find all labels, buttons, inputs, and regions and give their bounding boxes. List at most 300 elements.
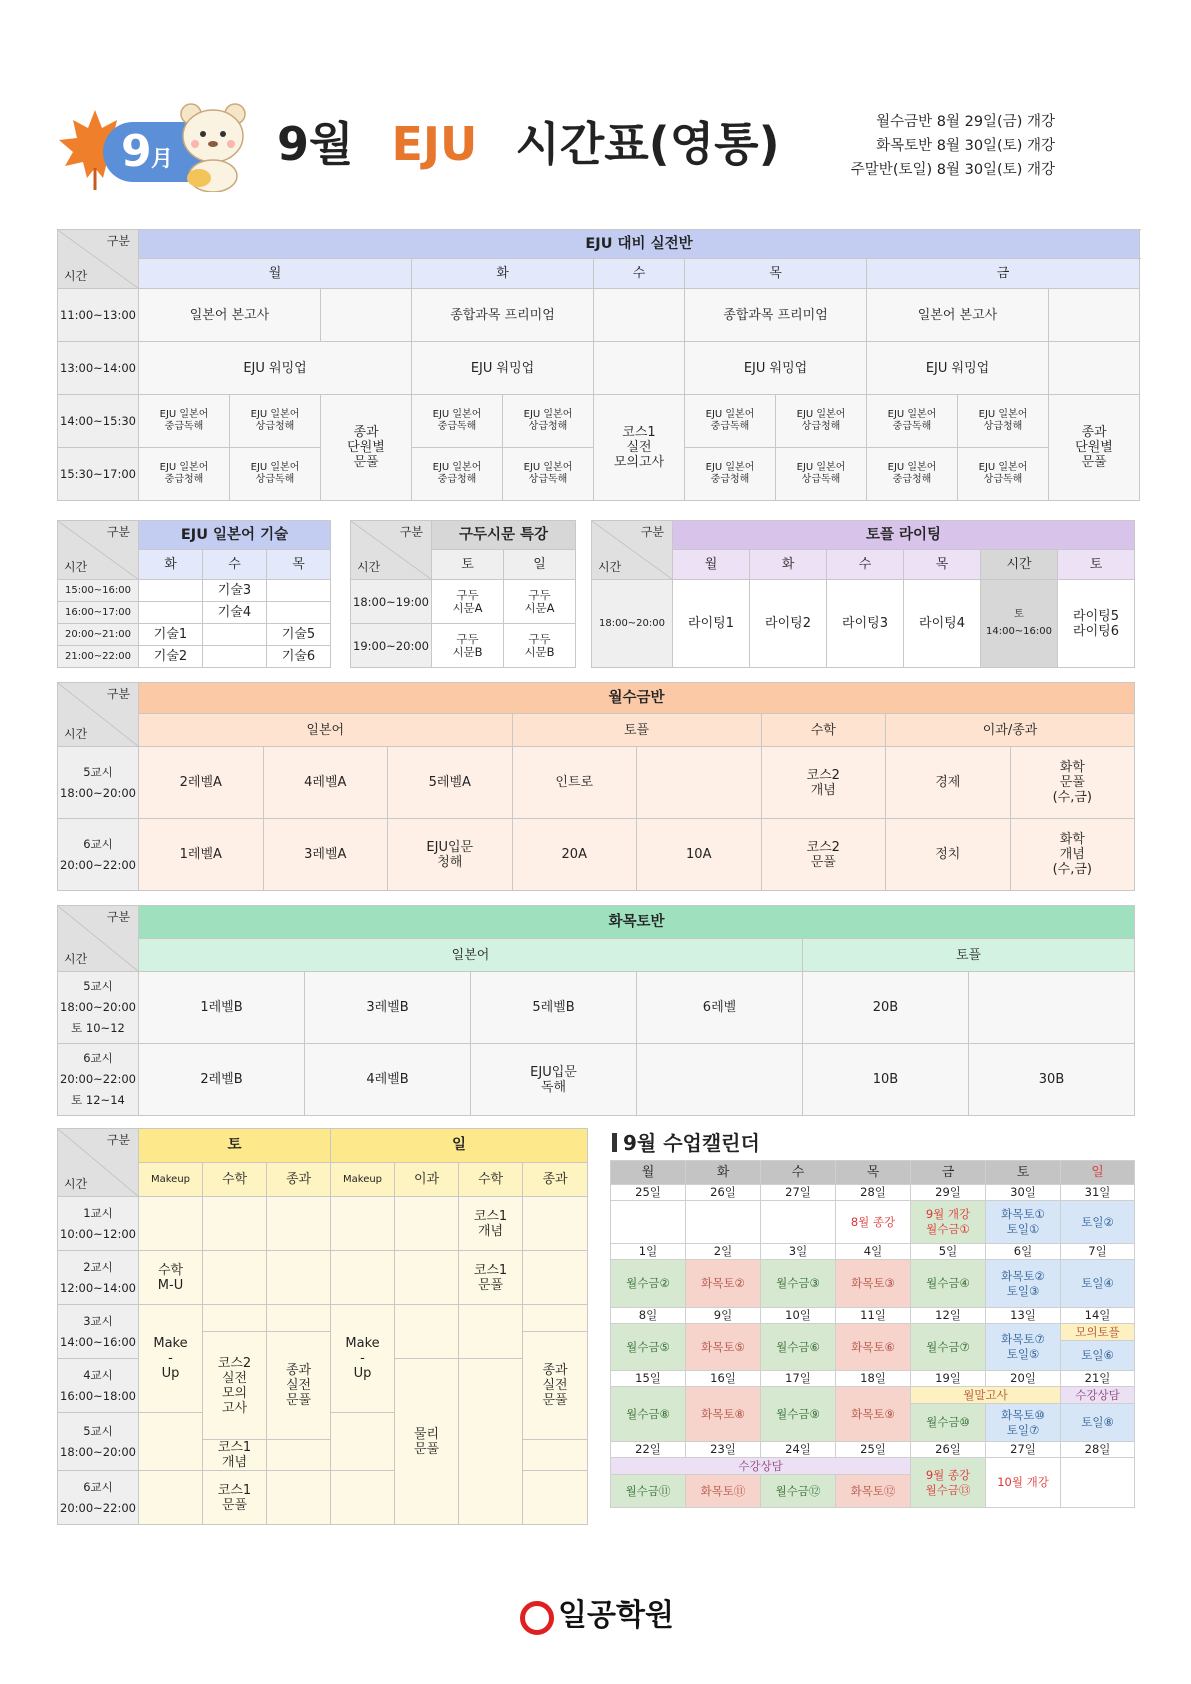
september-calendar bbox=[610, 1160, 1135, 1508]
brand-name: 일공학원 bbox=[558, 1598, 674, 1633]
class-cell: 기술1 bbox=[139, 624, 203, 646]
day-cell: 일 bbox=[504, 550, 576, 580]
empty-cell bbox=[139, 602, 203, 624]
event-cell: 화목토③ bbox=[836, 1260, 911, 1308]
event-cell: 월수금③ bbox=[761, 1260, 836, 1308]
class-cell: 라이팅4 bbox=[904, 580, 981, 668]
date-cell: 4일 bbox=[836, 1244, 911, 1260]
date-cell: 26일 bbox=[911, 1442, 986, 1458]
notice-2: 화목토반 8월 30일(토) 개강 bbox=[876, 138, 1055, 154]
class-cell: 코스2 문풀 bbox=[761, 819, 886, 891]
subject-cell: 토플 bbox=[512, 714, 761, 747]
subject-cell: 일본어 bbox=[139, 714, 513, 747]
class-cell: 30B bbox=[969, 1044, 1135, 1116]
class-cell: EJU입문 청해 bbox=[388, 819, 513, 891]
event-cell: 8월 종강 bbox=[836, 1201, 911, 1244]
class-cell: 라이팅1 bbox=[673, 580, 750, 668]
class-cell: EJU 일본어 중급청해 bbox=[139, 448, 230, 501]
date-cell: 6일 bbox=[986, 1244, 1061, 1260]
event-cell: 수강상담 bbox=[1061, 1387, 1135, 1404]
event-cell bbox=[686, 1201, 761, 1244]
class-cell: 라이팅2 bbox=[750, 580, 827, 668]
class-cell: EJU 일본어 중급청해 bbox=[412, 448, 503, 501]
day-cell: 목 bbox=[267, 550, 331, 580]
time-cell: 15:30~17:00 bbox=[58, 448, 139, 501]
date-cell: 20일 bbox=[986, 1371, 1061, 1387]
event-cell: 화목토① 토일① bbox=[986, 1201, 1061, 1244]
subject-cell: 수학 bbox=[761, 714, 886, 747]
period-cell: 6교시 20:00~22:00 bbox=[58, 1471, 139, 1525]
class-cell: EJU 일본어 상급청해 bbox=[503, 395, 594, 448]
class-cell: 4레벨A bbox=[263, 747, 388, 819]
class-cell: 3레벨B bbox=[305, 972, 471, 1044]
event-cell: 화목토⑩ 토일⑦ bbox=[986, 1404, 1061, 1442]
date-cell: 3일 bbox=[761, 1244, 836, 1260]
class-cell: 종합과목 프리미엄 bbox=[412, 289, 594, 342]
class-cell: 3레벨A bbox=[263, 819, 388, 891]
date-cell: 21일 bbox=[1061, 1371, 1135, 1387]
date-cell: 26일 bbox=[686, 1185, 761, 1201]
class-cell: 라이팅5 라이팅6 bbox=[1058, 580, 1135, 668]
event-cell bbox=[911, 1458, 986, 1508]
class-cell: 5레벨B bbox=[471, 972, 637, 1044]
class-cell: 기술6 bbox=[267, 646, 331, 668]
sub-cell: Makeup bbox=[331, 1163, 395, 1197]
gubun-label: 구분 bbox=[640, 525, 664, 539]
event-cell: 월수금⑦ bbox=[911, 1324, 986, 1371]
event-cell: 월수금⑤ bbox=[611, 1324, 686, 1371]
event-cell: 월수금④ bbox=[911, 1260, 986, 1308]
day-thu: 목 bbox=[685, 259, 867, 289]
day-cell: 수 bbox=[203, 550, 267, 580]
period-cell: 5교시 18:00~20:00 bbox=[58, 747, 139, 819]
empty-cell bbox=[331, 1413, 395, 1471]
class-cell: 화학 개념 (수,금) bbox=[1010, 819, 1135, 891]
empty-cell bbox=[267, 1305, 331, 1332]
class-cell: 물리 문풀 bbox=[395, 1359, 459, 1525]
time-cell: 18:00~20:00 bbox=[592, 580, 673, 668]
table-title: EJU 일본어 기술 bbox=[139, 521, 331, 550]
class-cell: 20B bbox=[803, 972, 969, 1044]
period-cell: 4교시 16:00~18:00 bbox=[58, 1359, 139, 1413]
empty-cell bbox=[395, 1305, 459, 1359]
class-cell: EJU 일본어 상급청해 bbox=[958, 395, 1049, 448]
time-cell: 16:00~17:00 bbox=[58, 602, 139, 624]
event-cell: 월수금⑧ bbox=[611, 1387, 686, 1442]
event-cell bbox=[1061, 1458, 1135, 1508]
sub-cell: 종과 bbox=[267, 1163, 331, 1197]
period-cell: 2교시 12:00~14:00 bbox=[58, 1251, 139, 1305]
gubun-label: 구분 bbox=[106, 525, 130, 539]
empty-cell bbox=[203, 646, 267, 668]
eju-writing-table bbox=[57, 520, 331, 668]
empty-cell bbox=[523, 1251, 588, 1305]
event-cell: 모의토플 bbox=[1061, 1324, 1135, 1341]
title-bar-icon bbox=[612, 1133, 617, 1152]
brand-circle-icon bbox=[520, 1601, 554, 1635]
class-cell: 1레벨B bbox=[139, 972, 305, 1044]
empty-cell bbox=[459, 1305, 523, 1359]
oral-exam-table bbox=[350, 520, 576, 668]
event-cell: 월수금⑥ bbox=[761, 1324, 836, 1371]
title-month: 9월 bbox=[277, 117, 354, 171]
event-cell bbox=[611, 1201, 686, 1244]
date-cell: 13일 bbox=[986, 1308, 1061, 1324]
period-cell: 1교시 10:00~12:00 bbox=[58, 1197, 139, 1251]
sat-time: 14:00~16:00 bbox=[985, 626, 1052, 637]
class-cell: EJU 일본어 중급독해 bbox=[685, 395, 776, 448]
sun-title: 일 bbox=[331, 1129, 588, 1163]
sat-title: 토 bbox=[139, 1129, 331, 1163]
period-cell: 3교시 14:00~16:00 bbox=[58, 1305, 139, 1359]
corner-cell bbox=[58, 230, 139, 289]
sigan-label: 시간 bbox=[598, 560, 622, 574]
table-title: 토플 라이팅 bbox=[673, 521, 1135, 550]
empty-cell bbox=[523, 1197, 588, 1251]
class-cell: 20A bbox=[512, 819, 637, 891]
class-cell: EJU 워밍업 bbox=[867, 342, 1049, 395]
sub-cell: 이과 bbox=[395, 1163, 459, 1197]
class-cell: EJU 일본어 중급독해 bbox=[412, 395, 503, 448]
date-cell: 28일 bbox=[836, 1185, 911, 1201]
empty-cell bbox=[203, 1305, 267, 1332]
gubun-label: 구분 bbox=[399, 525, 423, 539]
empty-cell bbox=[523, 1305, 588, 1332]
event-cell: 월수금⑫ bbox=[761, 1475, 836, 1508]
table-title: 화목토반 bbox=[139, 906, 1135, 939]
date-cell: 11일 bbox=[836, 1308, 911, 1324]
bear-mascot-icon bbox=[177, 100, 249, 192]
page-title bbox=[277, 114, 780, 174]
empty-cell bbox=[203, 1197, 267, 1251]
class-cell bbox=[969, 972, 1135, 1044]
day-cell: 화 bbox=[750, 550, 827, 580]
class-cell: 기술4 bbox=[203, 602, 267, 624]
class-cell: EJU 일본어 상급독해 bbox=[958, 448, 1049, 501]
day-cell: 토 bbox=[1058, 550, 1135, 580]
sat-time-day: 토 bbox=[1014, 609, 1024, 620]
sub-cell: 수학 bbox=[203, 1163, 267, 1197]
day-cell: 수 bbox=[827, 550, 904, 580]
event-cell: 화목토⑧ bbox=[686, 1387, 761, 1442]
class-cell: 종과 실전 문풀 bbox=[267, 1332, 331, 1440]
time-cell: 19:00~20:00 bbox=[351, 624, 432, 668]
class-cell: 10B bbox=[803, 1044, 969, 1116]
eju-practice-table bbox=[57, 229, 1140, 501]
empty-cell bbox=[139, 1197, 203, 1251]
event-cell: 화목토⑦ 토일⑤ bbox=[986, 1324, 1061, 1371]
date-cell: 22일 bbox=[611, 1442, 686, 1458]
date-cell: 27일 bbox=[986, 1442, 1061, 1458]
event-cell: 월말고사 bbox=[911, 1387, 1061, 1404]
class-cell: EJU 워밍업 bbox=[139, 342, 412, 395]
date-cell: 12일 bbox=[911, 1308, 986, 1324]
date-cell: 31일 bbox=[1061, 1185, 1135, 1201]
event-cell: 수강상담 bbox=[611, 1458, 911, 1475]
event-cell: 토일④ bbox=[1061, 1260, 1135, 1308]
event-text: 9월 종강 월수금⑬ bbox=[925, 1467, 971, 1497]
date-cell: 23일 bbox=[686, 1442, 761, 1458]
corner-cell bbox=[58, 683, 139, 747]
sat-time-cell bbox=[981, 580, 1058, 668]
date-cell: 8일 bbox=[611, 1308, 686, 1324]
class-cell bbox=[637, 1044, 803, 1116]
empty-cell bbox=[1049, 342, 1140, 395]
title-eju: EJU bbox=[391, 117, 478, 171]
day-mon: 월 bbox=[139, 259, 412, 289]
sigan-label: 시간 bbox=[357, 560, 381, 574]
empty-cell bbox=[523, 1471, 588, 1525]
day-wed: 수 bbox=[594, 259, 685, 289]
event-cell: 화목토② 토일③ bbox=[986, 1260, 1061, 1308]
corner-cell bbox=[592, 521, 673, 580]
event-cell: 월수금⑨ bbox=[761, 1387, 836, 1442]
empty-cell bbox=[267, 602, 331, 624]
table-title: 구두시문 특강 bbox=[432, 521, 576, 550]
event-cell: 토일⑥ bbox=[1061, 1341, 1135, 1371]
period-cell: 5교시 18:00~20:00 bbox=[58, 1413, 139, 1471]
class-cell: EJU 일본어 상급독해 bbox=[776, 448, 867, 501]
class-cell: EJU 일본어 상급청해 bbox=[230, 395, 321, 448]
weekday-header: 수 bbox=[761, 1161, 836, 1185]
event-cell: 화목토⑫ bbox=[836, 1475, 911, 1508]
class-cell: 코스2 개념 bbox=[761, 747, 886, 819]
toefl-writing-table bbox=[591, 520, 1135, 668]
class-cell: 화학 문풀 (수,금) bbox=[1010, 747, 1135, 819]
empty-cell bbox=[267, 1251, 331, 1305]
gubun-label: 구분 bbox=[106, 1133, 130, 1147]
date-cell: 27일 bbox=[761, 1185, 836, 1201]
date-cell: 15일 bbox=[611, 1371, 686, 1387]
empty-cell bbox=[331, 1197, 395, 1251]
date-cell: 7일 bbox=[1061, 1244, 1135, 1260]
weekday-header: 금 bbox=[911, 1161, 986, 1185]
weekday-header: 일 bbox=[1061, 1161, 1135, 1185]
class-cell: 구두 시문B bbox=[432, 624, 504, 668]
day-tue: 화 bbox=[412, 259, 594, 289]
badge-unit: 月 bbox=[151, 147, 174, 172]
class-cell: 코스1 문풀 bbox=[459, 1251, 523, 1305]
time-cell: 21:00~22:00 bbox=[58, 646, 139, 668]
time-cell: 15:00~16:00 bbox=[58, 580, 139, 602]
tts-class-table bbox=[57, 905, 1135, 1116]
class-cell: 코스1 개념 bbox=[459, 1197, 523, 1251]
empty-cell bbox=[267, 1471, 331, 1525]
class-cell: 구두 시문A bbox=[504, 580, 576, 624]
class-cell: 종과 실전 문풀 bbox=[523, 1332, 588, 1440]
date-cell: 10일 bbox=[761, 1308, 836, 1324]
footer-brand bbox=[520, 1597, 720, 1637]
period-cell: 6교시 20:00~22:00 토 12~14 bbox=[58, 1044, 139, 1116]
notice-1: 월수금반 8월 29일(금) 개강 bbox=[876, 114, 1055, 130]
class-cell bbox=[637, 747, 762, 819]
class-cell: 코스1 개념 bbox=[203, 1440, 267, 1471]
time-head-cell: 시간 bbox=[981, 550, 1058, 580]
day-cell: 토 bbox=[432, 550, 504, 580]
subject-cell: 이과/종과 bbox=[886, 714, 1135, 747]
day-cell: 화 bbox=[139, 550, 203, 580]
date-cell: 5일 bbox=[911, 1244, 986, 1260]
empty-cell bbox=[523, 1440, 588, 1471]
date-cell: 14일 bbox=[1061, 1308, 1135, 1324]
class-cell: EJU 일본어 상급독해 bbox=[230, 448, 321, 501]
time-cell: 20:00~21:00 bbox=[58, 624, 139, 646]
event-cell: 월수금② bbox=[611, 1260, 686, 1308]
class-cell: EJU입문 독해 bbox=[471, 1044, 637, 1116]
date-cell: 2일 bbox=[686, 1244, 761, 1260]
empty-cell bbox=[267, 580, 331, 602]
empty-cell bbox=[395, 1251, 459, 1305]
empty-cell bbox=[331, 1471, 395, 1525]
weekday-header: 화 bbox=[686, 1161, 761, 1185]
notice-3: 주말반(토일) 8월 30일(토) 개강 bbox=[850, 162, 1055, 178]
gubun-label: 구분 bbox=[106, 234, 130, 248]
event-cell bbox=[911, 1201, 986, 1244]
header bbox=[55, 100, 1055, 200]
event-cell: 화목토⑨ bbox=[836, 1387, 911, 1442]
event-cell: 월수금⑩ bbox=[911, 1404, 986, 1442]
event-cell: 화목토② bbox=[686, 1260, 761, 1308]
day-cell: 목 bbox=[904, 550, 981, 580]
event-text: 9월 개강 월수금① bbox=[925, 1207, 971, 1236]
class-cell: EJU 일본어 상급독해 bbox=[503, 448, 594, 501]
class-cell: 10A bbox=[637, 819, 762, 891]
time-cell: 13:00~14:00 bbox=[58, 342, 139, 395]
class-cell: 코스1 실전 모의고사 bbox=[594, 395, 685, 501]
empty-cell bbox=[594, 342, 685, 395]
event-cell: 화목토⑪ bbox=[686, 1475, 761, 1508]
calendar-title bbox=[612, 1130, 760, 1156]
notices bbox=[851, 110, 1055, 182]
class-cell: 경제 bbox=[886, 747, 1011, 819]
class-cell: 2레벨A bbox=[139, 747, 264, 819]
empty-cell bbox=[321, 289, 412, 342]
time-cell: 11:00~13:00 bbox=[58, 289, 139, 342]
class-cell: 종합과목 프리미엄 bbox=[685, 289, 867, 342]
date-cell: 25일 bbox=[611, 1185, 686, 1201]
event-cell bbox=[761, 1201, 836, 1244]
sigan-label: 시간 bbox=[64, 952, 88, 966]
period-cell: 5교시 18:00~20:00 토 10~12 bbox=[58, 972, 139, 1044]
day-fri: 금 bbox=[867, 259, 1140, 289]
date-cell: 25일 bbox=[836, 1442, 911, 1458]
class-cell: 인트로 bbox=[512, 747, 637, 819]
class-cell: Make - Up bbox=[331, 1305, 395, 1413]
empty-cell bbox=[139, 1413, 203, 1471]
gubun-label: 구분 bbox=[106, 910, 130, 924]
weekday-header: 토 bbox=[986, 1161, 1061, 1185]
class-cell: EJU 워밍업 bbox=[685, 342, 867, 395]
class-cell: 구두 시문B bbox=[504, 624, 576, 668]
class-cell: 5레벨A bbox=[388, 747, 513, 819]
sub-cell: 종과 bbox=[523, 1163, 588, 1197]
class-cell: 종과 단원별 문풀 bbox=[1049, 395, 1140, 501]
date-cell: 28일 bbox=[1061, 1442, 1135, 1458]
class-cell: EJU 일본어 중급독해 bbox=[139, 395, 230, 448]
corner-cell bbox=[351, 521, 432, 580]
date-cell: 18일 bbox=[836, 1371, 911, 1387]
weekday-header: 월 bbox=[611, 1161, 686, 1185]
event-cell: 화목토⑥ bbox=[836, 1324, 911, 1371]
class-cell: EJU 일본어 중급청해 bbox=[685, 448, 776, 501]
weekend-class-table bbox=[57, 1128, 588, 1525]
class-cell: 4레벨B bbox=[305, 1044, 471, 1116]
calendar-title-text: 9월 수업캘린더 bbox=[623, 1131, 760, 1155]
time-cell: 18:00~19:00 bbox=[351, 580, 432, 624]
sigan-label: 시간 bbox=[64, 269, 88, 283]
date-cell: 16일 bbox=[686, 1371, 761, 1387]
corner-cell bbox=[58, 521, 139, 580]
class-cell: EJU 일본어 중급청해 bbox=[867, 448, 958, 501]
subject-cell: 일본어 bbox=[139, 939, 803, 972]
date-cell: 29일 bbox=[911, 1185, 986, 1201]
period-cell: 6교시 20:00~22:00 bbox=[58, 819, 139, 891]
empty-cell bbox=[331, 1251, 395, 1305]
weekday-header: 목 bbox=[836, 1161, 911, 1185]
corner-cell bbox=[58, 1129, 139, 1197]
sub-cell: 수학 bbox=[459, 1163, 523, 1197]
class-cell: 6레벨 bbox=[637, 972, 803, 1044]
class-cell: 1레벨A bbox=[139, 819, 264, 891]
empty-cell bbox=[594, 289, 685, 342]
date-cell: 1일 bbox=[611, 1244, 686, 1260]
subject-cell: 토플 bbox=[803, 939, 1135, 972]
class-cell: 정치 bbox=[886, 819, 1011, 891]
gubun-label: 구분 bbox=[106, 687, 130, 701]
date-cell: 24일 bbox=[761, 1442, 836, 1458]
class-cell: 코스2 실전 모의 고사 bbox=[203, 1332, 267, 1440]
class-cell: 일본어 본고사 bbox=[867, 289, 1049, 342]
class-cell: 코스1 문풀 bbox=[203, 1471, 267, 1525]
empty-cell bbox=[459, 1359, 523, 1525]
event-cell: 10월 개강 bbox=[986, 1458, 1061, 1508]
event-cell: 월수금⑪ bbox=[611, 1475, 686, 1508]
date-cell: 30일 bbox=[986, 1185, 1061, 1201]
class-cell: 구두 시문A bbox=[432, 580, 504, 624]
sigan-label: 시간 bbox=[64, 1177, 88, 1191]
class-cell: 일본어 본고사 bbox=[139, 289, 321, 342]
sigan-label: 시간 bbox=[64, 727, 88, 741]
date-cell: 9일 bbox=[686, 1308, 761, 1324]
event-cell: 토일② bbox=[1061, 1201, 1135, 1244]
sigan-label: 시간 bbox=[64, 560, 88, 574]
table-title: EJU 대비 실전반 bbox=[139, 230, 1140, 259]
empty-cell bbox=[139, 580, 203, 602]
class-cell: 기술2 bbox=[139, 646, 203, 668]
event-cell: 화목토⑤ bbox=[686, 1324, 761, 1371]
time-cell: 14:00~15:30 bbox=[58, 395, 139, 448]
date-cell: 17일 bbox=[761, 1371, 836, 1387]
badge-month: 9 bbox=[121, 126, 152, 177]
day-cell: 월 bbox=[673, 550, 750, 580]
class-cell: 2레벨B bbox=[139, 1044, 305, 1116]
class-cell: 종과 단원별 문풀 bbox=[321, 395, 412, 501]
event-cell: 토일⑧ bbox=[1061, 1404, 1135, 1442]
class-cell: EJU 일본어 중급독해 bbox=[867, 395, 958, 448]
empty-cell bbox=[203, 624, 267, 646]
class-cell: EJU 워밍업 bbox=[412, 342, 594, 395]
empty-cell bbox=[395, 1197, 459, 1251]
mwf-class-table bbox=[57, 682, 1135, 891]
table-title: 월수금반 bbox=[139, 683, 1135, 714]
empty-cell bbox=[139, 1471, 203, 1525]
class-cell: 라이팅3 bbox=[827, 580, 904, 668]
date-cell: 19일 bbox=[911, 1371, 986, 1387]
class-cell: 기술5 bbox=[267, 624, 331, 646]
sub-cell: Makeup bbox=[139, 1163, 203, 1197]
class-cell: 기술3 bbox=[203, 580, 267, 602]
class-cell: Make - Up bbox=[139, 1305, 203, 1413]
